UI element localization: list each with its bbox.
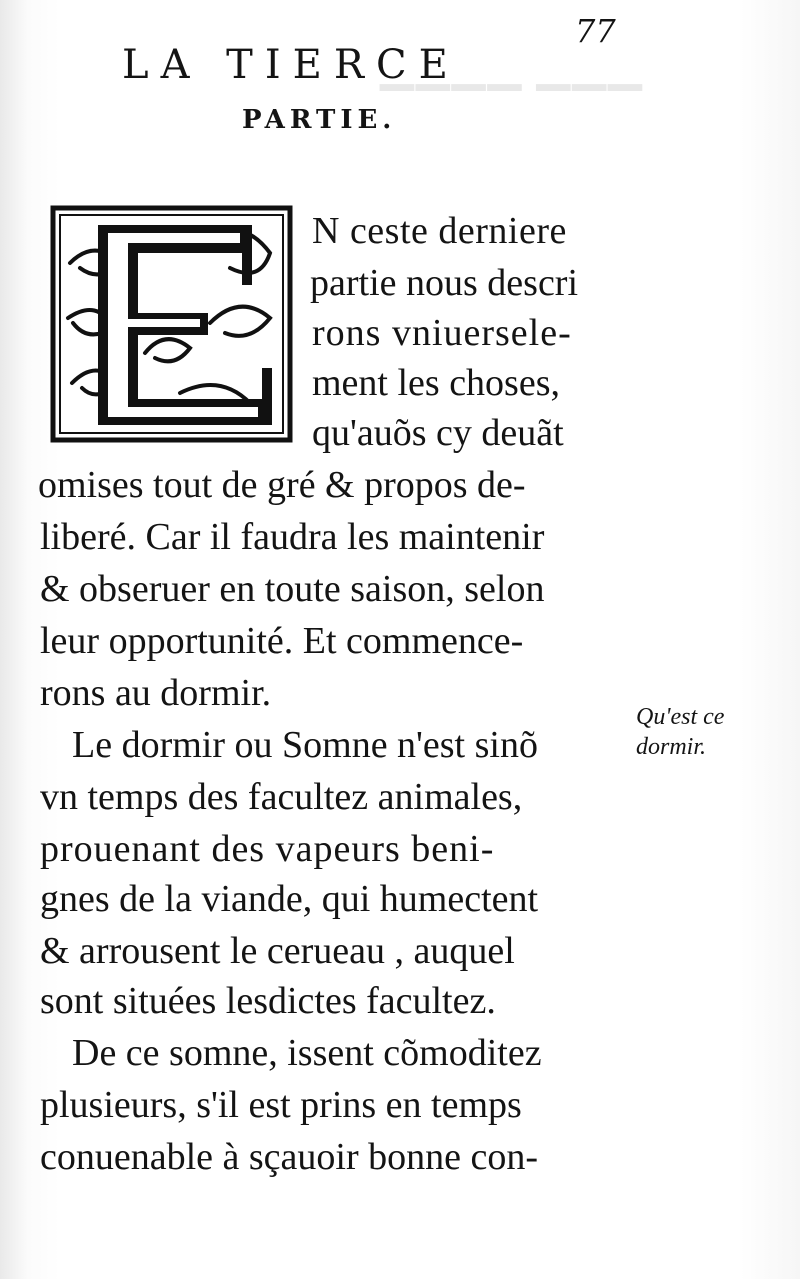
text-line: liberé. Car il faudra les maintenir — [40, 516, 545, 558]
marginal-note-line: dormir. — [636, 734, 707, 760]
ornamental-initial-e-icon — [50, 203, 293, 446]
text-line: gnes de la viande, qui humectent — [40, 878, 539, 920]
text-line: sont situées lesdictes facultez. — [40, 980, 496, 1022]
text-line: qu'auõs cy deuãt — [312, 412, 564, 454]
text-line: partie nous descri — [310, 262, 579, 304]
text-line: prouenant des vapeurs beni- — [40, 828, 495, 870]
text-line: & arrousent le cerueau , auquel — [40, 930, 515, 972]
marginal-note-line: Qu'est ce — [636, 704, 725, 730]
show-through: ▁▁▁▁ ▁▁▁ — [380, 41, 644, 90]
text-line: conuenable à sçauoir bonne con- — [40, 1136, 539, 1178]
text-line: ment les choses, — [312, 362, 561, 404]
text-line: plusieurs, s'il est prins en temps — [40, 1084, 522, 1126]
page-subtitle: PARTIE. — [242, 105, 397, 135]
text-line: vn temps des facultez animales, — [40, 776, 523, 818]
text-line: rons vniuersele- — [312, 312, 572, 354]
text-line: rons au dormir. — [40, 672, 272, 714]
text-line: De ce somne, issent cõmoditez — [72, 1032, 542, 1074]
text-line: & obseruer en toute saison, selon — [40, 568, 545, 610]
page-title: LA TIERCE — [122, 42, 460, 88]
text-line: Le dormir ou Somne n'est sinõ — [72, 724, 538, 766]
text-line: N ceste derniere — [312, 210, 567, 252]
page-number: 77 — [575, 12, 616, 50]
marginal-note — [636, 702, 724, 762]
text-line: leur opportunité. Et commence- — [40, 620, 524, 662]
text-line: omises tout de gré & propos de- — [38, 464, 526, 506]
